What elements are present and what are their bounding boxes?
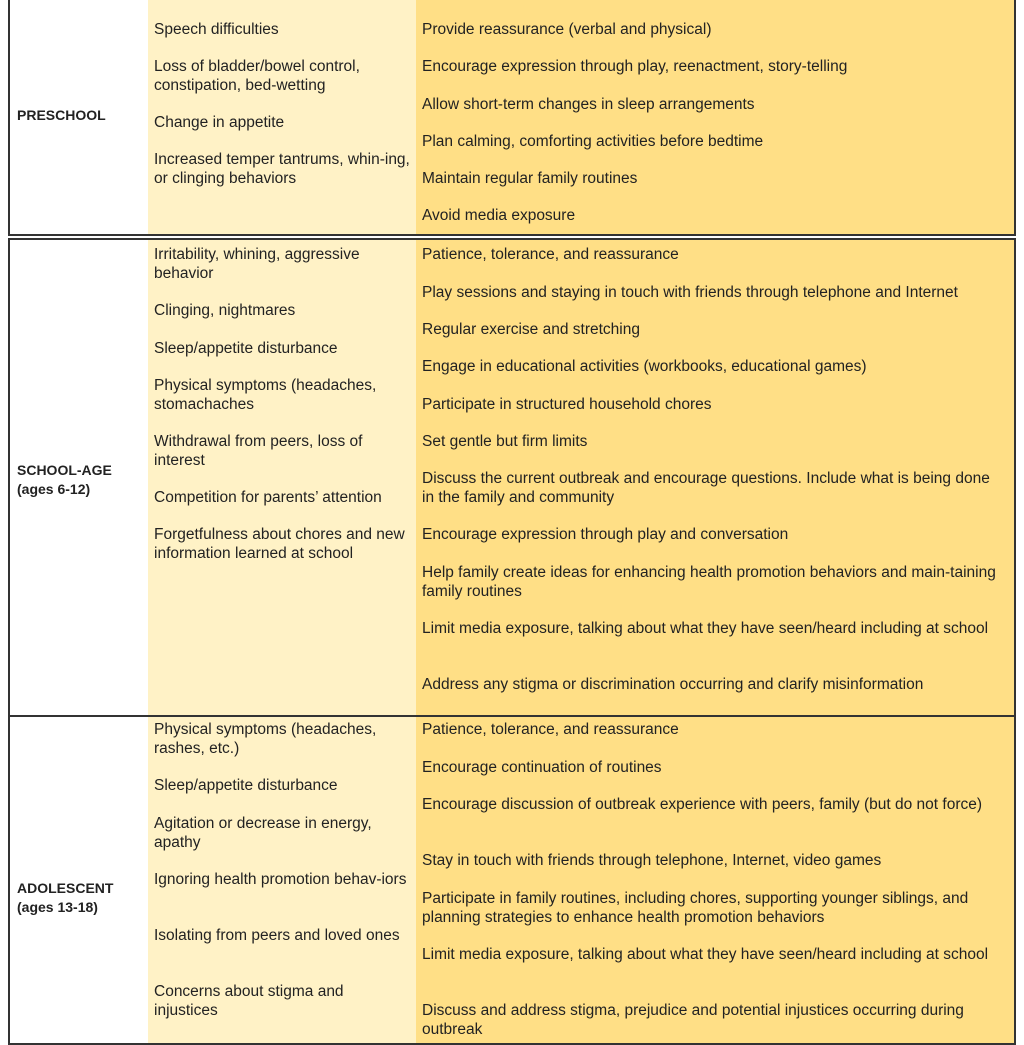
response-item: Discuss the current outbreak and encourage questions. Include what is being done in the family and community [422,470,990,506]
responses-cell [416,240,1014,715]
reaction-item: Forgetfulness about chores and new information learned at school [154,526,405,562]
reaction-item: Clinging, nightmares [154,302,296,319]
reaction-item: Concerns about stigma and injustices [154,983,344,1019]
age-range: (ages 13-18) [17,899,98,915]
age-group-title: ADOLESCENT [17,880,114,896]
age-group-label [17,106,144,125]
response-item: Limit media exposure, talking about what they have seen/heard including at school [422,946,989,963]
response-item: Regular exercise and stretching [422,321,640,338]
response-item: Stay in touch with friends through telephone, Internet, video games [422,852,882,869]
response-item: Play sessions and staying in touch with friends through telephone and Internet [422,284,958,301]
age-group-title: PRESCHOOL [17,107,106,123]
response-item: Allow short-term changes in sleep arrangements [422,96,755,113]
response-item: Encourage discussion of outbreak experience with peers, family (but do not force) [422,796,983,813]
age-group-cell [10,0,150,234]
reaction-item: Ignoring health promotion behav-iors [154,871,407,888]
response-item: Avoid media exposure [422,207,576,224]
table-row-adolescent [8,715,1016,1045]
reactions-cell [148,0,418,234]
response-item: Participate in family routines, including chores, supporting younger siblings, and planning strategies to enhance health promotion behaviors [422,890,969,926]
age-group-cell [10,240,150,715]
response-item: Encourage expression through play, reenactment, story-telling [422,58,848,75]
reaction-item: Sleep/appetite disturbance [154,777,338,794]
response-item: Encourage expression through play and conversation [422,526,789,543]
response-item: Address any stigma or discrimination occurring and clarify misinformation [422,676,924,693]
response-item: Engage in educational activities (workbooks, educational games) [422,358,867,375]
response-item: Maintain regular family routines [422,170,638,187]
reaction-item: Increased temper tantrums, whin-ing, or clinging behaviors [154,151,410,187]
response-item: Limit media exposure, talking about what they have seen/heard including at school [422,620,989,637]
response-item: Patience, tolerance, and reassurance [422,246,679,263]
age-group-title: SCHOOL-AGE [17,462,112,478]
response-item: Plan calming, comforting activities before bedtime [422,133,764,150]
reaction-item: Change in appetite [154,114,285,131]
reactions-cell [148,240,418,715]
response-item: Encourage continuation of routines [422,759,662,776]
reaction-item: Agitation or decrease in energy, apathy [154,815,372,851]
reaction-item: Isolating from peers and loved ones [154,927,400,944]
age-group-label [17,461,144,499]
age-group-label [17,879,144,917]
reaction-item: Withdrawal from peers, loss of interest [154,433,363,469]
response-item: Participate in structured household chores [422,396,712,413]
reaction-item: Loss of bladder/bowel control, constipation, bed-wetting [154,58,360,94]
responses-cell [416,0,1014,234]
response-item: Discuss and address stigma, prejudice and potential injustices occurring during outbreak [422,1002,964,1038]
reactions-cell [148,717,418,1043]
response-item: Set gentle but firm limits [422,433,588,450]
reaction-item: Sleep/appetite disturbance [154,340,338,357]
response-item: Patience, tolerance, and reassurance [422,721,679,738]
reaction-item: Physical symptoms (headaches, stomachaches [154,377,377,413]
response-item: Help family create ideas for enhancing health promotion behaviors and main-taining family routines [422,564,996,600]
age-range: (ages 6-12) [17,481,91,497]
reaction-item: Competition for parents’ attention [154,489,382,506]
reaction-item: Physical symptoms (headaches, rashes, etc.) [154,721,377,757]
age-group-cell [10,717,150,1043]
reaction-item: Irritability, whining, aggressive behavior [154,246,360,282]
table-row-school-age [8,238,1016,717]
response-item: Provide reassurance (verbal and physical) [422,21,712,38]
table-row-preschool [8,0,1016,236]
responses-cell [416,717,1014,1043]
reaction-item: Speech difficulties [154,21,279,38]
